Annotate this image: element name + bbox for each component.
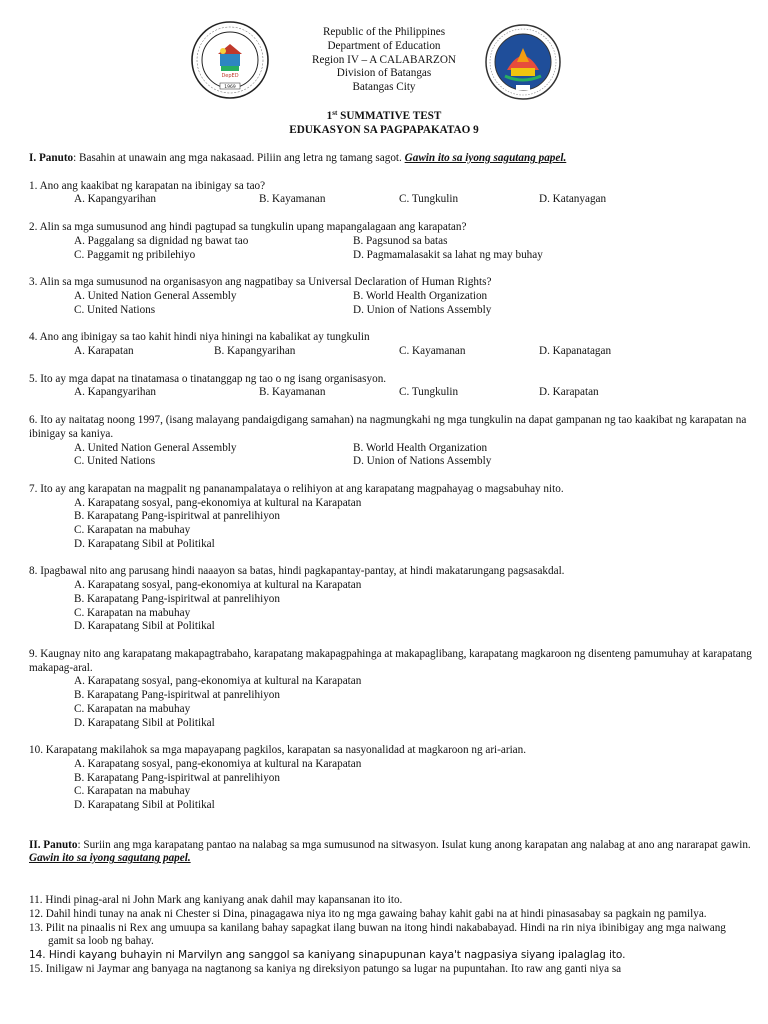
option: A. Paggalang sa dignidad ng bawat tao: [74, 234, 249, 247]
option: C. Karapatan na mabuhay: [74, 785, 191, 798]
question: [29, 483, 754, 552]
option: B. Kayamanan: [259, 386, 326, 399]
test-content: [29, 152, 754, 976]
question-stem: 10. Karapatang makilahok sa mga mapayapang pagkilos, karapatan sa nasyonalidad at magkaroon ng ari-arian.: [29, 744, 527, 757]
question-options: [29, 386, 754, 400]
question: [29, 221, 754, 262]
option: D. Karapatang Sibil at Politikal: [74, 537, 215, 550]
question: [29, 565, 754, 634]
option: C. Karapatan na mabuhay: [74, 606, 191, 619]
option: C. Paggamit ng pribilehiyo: [74, 248, 196, 261]
situation-item: 13. Pilit na pinaalis ni Rex ang umuupa sa kanilang bahay sapagkat ilang buwan na itong hindi nakababayad. Hindi na rin niya ibinibigay ang mga naiwang gamit sa loob ng bahay.: [29, 921, 726, 948]
header-line: Batangas City: [352, 81, 416, 94]
header-line: Region IV – A CALABARZON: [312, 53, 456, 66]
situation-item: 15. Iniligaw ni Jaymar ang banyaga na nagtanong sa kaniya ng direksiyon patungo sa lugar na pupuntahan. Ito raw ang ganti niya sa: [29, 962, 622, 975]
situation-list: [29, 894, 754, 976]
option: D. Union of Nations Assembly: [353, 455, 492, 468]
option: D. Karapatang Sibil at Politikal: [74, 716, 215, 729]
question-options: [29, 579, 754, 634]
part2-instructions: [29, 839, 754, 866]
option: A. Karapatang sosyal, pang-ekonomiya at kultural na Karapatan: [74, 675, 362, 688]
option: A. Karapatang sosyal, pang-ekonomiya at kultural na Karapatan: [74, 579, 362, 592]
question-options: [29, 442, 754, 469]
question-stem: 9. Kaugnay nito ang karapatang makapagtrabaho, karapatang makapagpahinga at makapaglibang, karapatang magkaroon ng disenteng pamumuhay at karapatang makapag-aral.: [29, 647, 752, 674]
part2-underlined: Gawin ito sa iyong sagutang papel.: [29, 852, 191, 865]
question: [29, 276, 754, 317]
header-line: Republic of the Philippines: [322, 26, 446, 38]
option: B. Kapangyarihan: [214, 345, 296, 358]
option: D. Karapatang Sibil at Politikal: [74, 620, 215, 633]
question: [29, 180, 754, 207]
option: A. Karapatang sosyal, pang-ekonomiya at kultural na Karapatan: [74, 496, 362, 509]
option: C. Kayamanan: [399, 345, 466, 358]
option: D. Pagmamalasakit sa lahat ng may buhay: [353, 248, 543, 261]
question-options: [29, 193, 754, 207]
question-options: [29, 675, 754, 730]
part1-instructions: [29, 152, 754, 166]
question-stem: 2. Alin sa mga sumusunod ang hindi pagtupad sa tungkulin upang mapangalagaan ang karapatan?: [29, 221, 467, 234]
option: D. Karapatan: [539, 386, 599, 399]
option: C. United Nations: [74, 455, 156, 468]
question-stem: 5. Ito ay mga dapat na tinatamasa o tinatanggap ng tao o ng isang organisasyon.: [29, 372, 387, 385]
title-ordinal-suffix: st: [332, 109, 338, 117]
situation-item: 11. Hindi pinag-aral ni John Mark ang kaniyang anak dahil may kapansanan ito ito.: [29, 894, 403, 907]
option: A. Karapatan: [74, 345, 134, 358]
part2-label: II. Panuto: [29, 838, 78, 851]
question: [29, 744, 754, 813]
title-rest: SUMMATIVE TEST: [337, 110, 442, 122]
option: A. Kapangyarihan: [74, 386, 157, 399]
option: C. Karapatan na mabuhay: [74, 702, 191, 715]
question: [29, 648, 754, 730]
question-options: [29, 497, 754, 552]
svg-text:DepED: DepED: [221, 73, 239, 79]
option: D. Karapatang Sibil at Politikal: [74, 799, 215, 812]
option: B. Karapatang Pang-ispiritwal at panrelihiyon: [74, 771, 280, 784]
option: D. Kapanatagan: [539, 345, 612, 358]
option: A. United Nation General Assembly: [74, 289, 237, 302]
option: B. Karapatang Pang-ispiritwal at panrelihiyon: [74, 592, 280, 605]
part1-label: I. Panuto: [29, 152, 74, 164]
option: A. United Nation General Assembly: [74, 441, 237, 454]
agency-header: [0, 26, 768, 95]
option: B. Pagsunod sa batas: [353, 234, 448, 247]
question-stem: 3. Alin sa mga sumusunod na organisasyon ang nagpatibay sa Universal Declaration of Human Rights?: [29, 276, 492, 289]
option: B. Karapatang Pang-ispiritwal at panrelihiyon: [74, 689, 280, 702]
situation-item: 14. Hindi kayang buhayin ni Marvilyn ang sanggol sa kaniyang sinapupunan kaya't nagpasiya siyang ipalaglag ito.: [29, 948, 626, 961]
title-line-2: EDUKASYON SA PAGPAPAKATAO 9: [289, 123, 479, 136]
option: C. Karapatan na mabuhay: [74, 524, 191, 537]
title-line-1: [0, 110, 768, 124]
question: [29, 331, 754, 358]
question-options: [29, 290, 754, 317]
option: A. Karapatang sosyal, pang-ekonomiya at kultural na Karapatan: [74, 757, 362, 770]
question-stem: 1. Ano ang kaakibat ng karapatan na ibinigay sa tao?: [29, 179, 266, 192]
title-ordinal: 1: [326, 110, 333, 122]
question: [29, 414, 754, 469]
question-stem: 4. Ano ang ibinigay sa tao kahit hindi niya hiningi na kabalikat ay tungkulin: [29, 331, 370, 344]
option: C. United Nations: [74, 303, 156, 316]
option: D. Union of Nations Assembly: [353, 303, 492, 316]
option: B. Kayamanan: [259, 193, 326, 206]
question-stem: 7. Ito ay ang karapatan na magpalit ng pananampalataya o relihiyon at ang karapatang magpahayag o magsabuhay nito.: [29, 482, 564, 495]
question-options: [29, 758, 754, 813]
svg-text:1969: 1969: [224, 84, 236, 90]
situation-item: 12. Dahil hindi tunay na anak ni Chester si Dina, pinagagawa niya ito ng mga gawaing bahay kahit gabi na at hindi pinasasabay sa pagkain ng pamilya.: [29, 907, 707, 920]
question-stem: 6. Ito ay naitatag noong 1997, (isang malayang pandaigdigang samahan) na nagmungkahi ng mga tungkulin na dapat gampanan ng tao kaakibat ng karapatan na ibinigay sa kaniya.: [29, 414, 747, 440]
option: A. Kapangyarihan: [74, 193, 157, 206]
option: B. Karapatang Pang-ispiritwal at panrelihiyon: [74, 510, 280, 523]
test-title: [0, 110, 768, 138]
part1-underlined: Gawin ito sa iyong sagutang papel.: [404, 152, 567, 164]
option: C. Tungkulin: [399, 193, 459, 206]
part1-text: : Basahin at unawain ang mga nakasaad. Piliin ang letra ng tamang sagot.: [73, 152, 405, 164]
header-line: Department of Education: [327, 39, 441, 52]
header-line: Division of Batangas: [336, 67, 432, 80]
question-options: [29, 345, 754, 359]
option: C. Tungkulin: [399, 386, 459, 399]
part2-text: : Suriin ang mga karapatang pantao na nalabag sa mga sumusunod na sitwasyon. Isulat kung anong karapatan ang nalabag at ano ang nararapat gawin.: [77, 838, 751, 851]
option: D. Katanyagan: [539, 193, 607, 206]
question-options: [29, 235, 754, 262]
question-stem: 8. Ipagbawal nito ang parusang hindi naaayon sa batas, hindi pagkapantay-pantay, at hindi makatarungang pagsasakdal.: [29, 565, 565, 578]
option: B. World Health Organization: [353, 441, 488, 454]
question: [29, 373, 754, 400]
option: B. World Health Organization: [353, 289, 488, 302]
